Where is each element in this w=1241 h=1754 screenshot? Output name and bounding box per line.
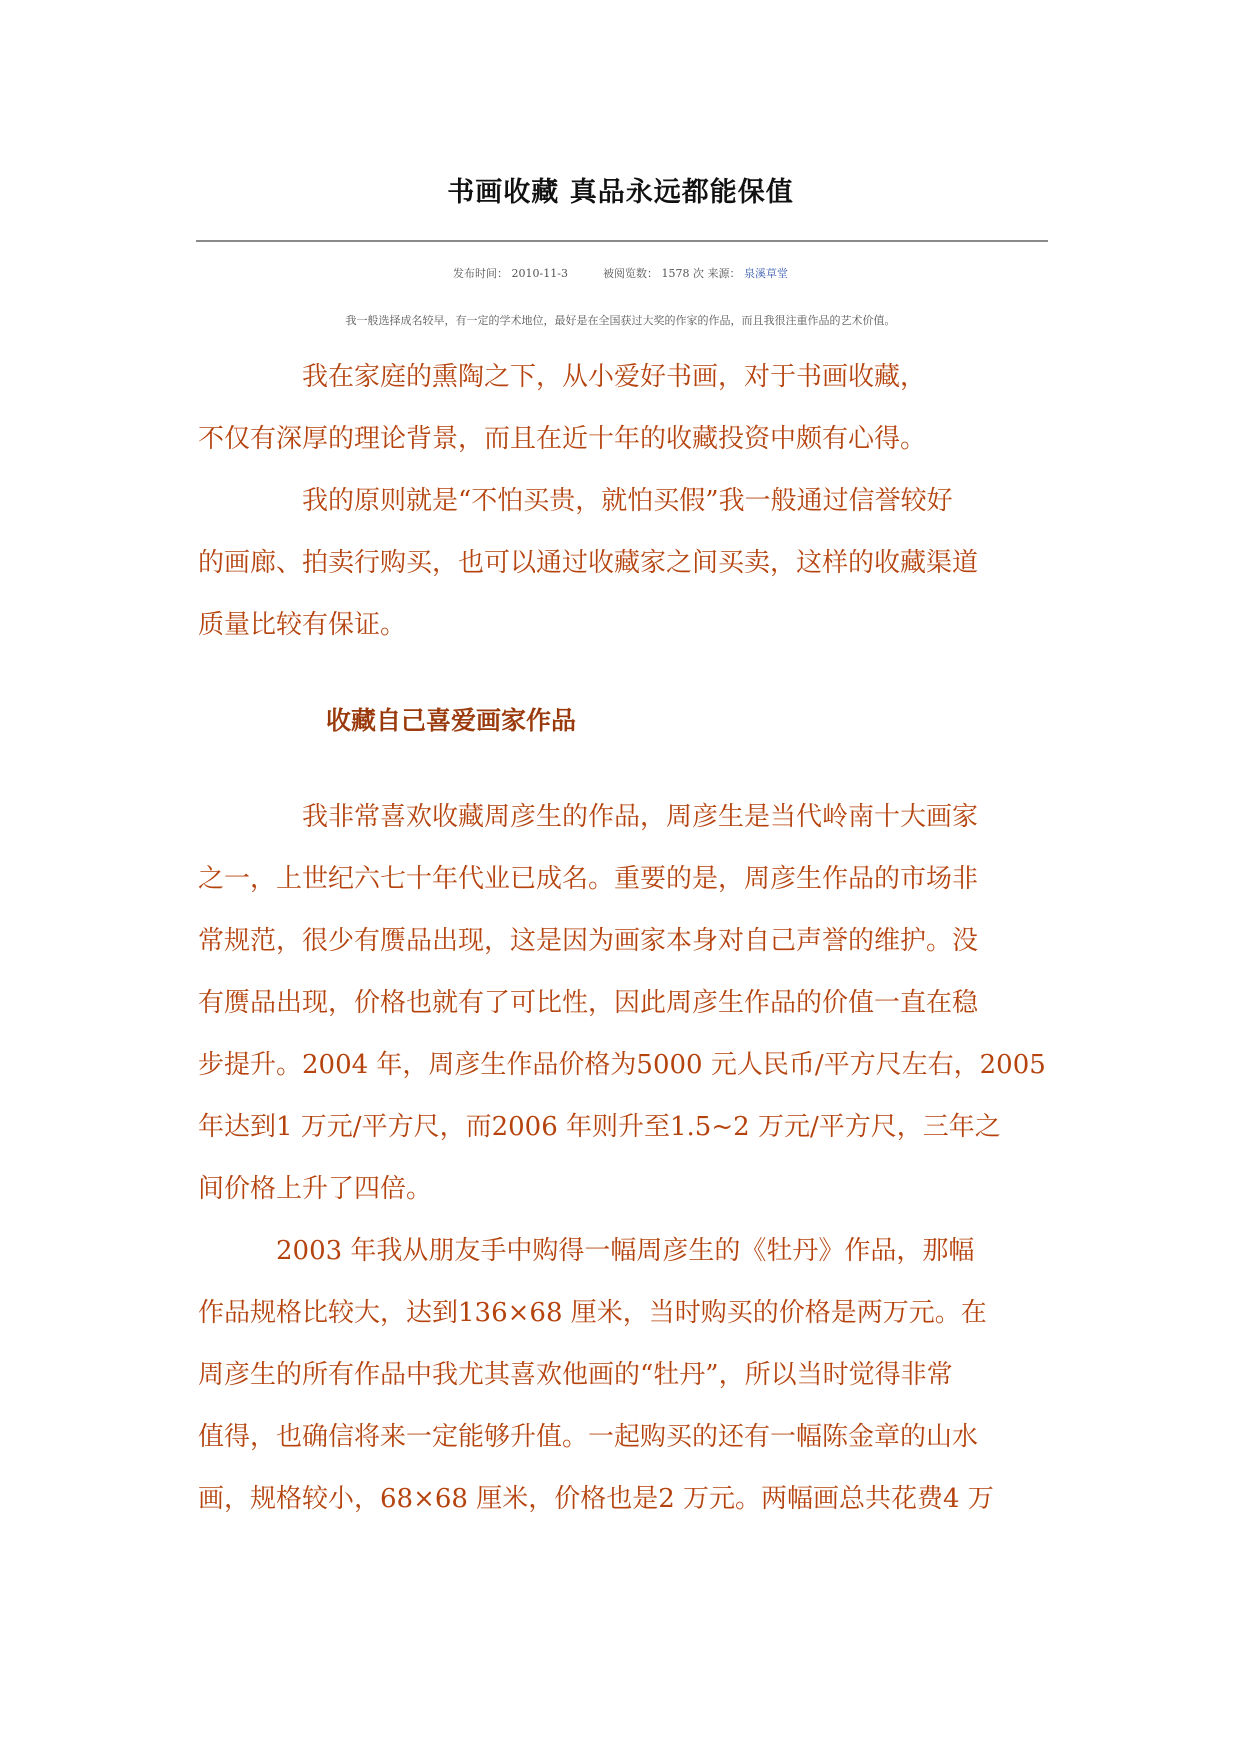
body-line: 画，规格较小，68×68 厘米，价格也是2 万元。两幅画总共花费4 万 xyxy=(198,1484,994,1514)
body-line: 作品规格比较大，达到136×68 厘米，当时购买的价格是两万元。在 xyxy=(198,1298,987,1328)
views-count: 1578 xyxy=(661,267,690,280)
body-line: 年达到1 万元/平方尺，而2006 年则升至1.5~2 万元/平方尺，三年之 xyxy=(198,1112,1001,1142)
body-line: 质量比较有保证。 xyxy=(198,610,407,640)
body-line: 值得，也确信将来一定能够升值。一起购买的还有一幅陈金章的山水 xyxy=(198,1422,979,1452)
publish-date: 2010-11-3 xyxy=(511,267,568,280)
article-title: 书画收藏 真品永远都能保值 xyxy=(447,177,794,208)
body-line: 步提升。2004 年，周彦生作品价格为5000 元人民币/平方尺左右，2005 xyxy=(198,1050,1046,1080)
article-summary: 我一般选择成名较早，有一定的学术地位，最好是在全国获过大奖的作家的作品，而且我很注重作品的艺术价值。 xyxy=(345,314,896,327)
body-line: 有赝品出现，价格也就有了可比性，因此周彦生作品的价值一直在稳 xyxy=(198,988,979,1018)
body-line: 我在家庭的熏陶之下，从小爱好书画，对于书画收藏， xyxy=(198,362,927,392)
section-heading: 收藏自己喜爱画家作品 xyxy=(326,706,577,735)
title-divider xyxy=(196,240,1048,242)
views-unit: 次 xyxy=(692,267,704,280)
body-line: 我非常喜欢收藏周彦生的作品，周彦生是当代岭南十大画家 xyxy=(198,802,979,832)
body-line: 不仅有深厚的理论背景，而且在近十年的收藏投资中颇有心得。 xyxy=(198,424,927,454)
body-line: 周彦生的所有作品中我尤其喜欢他画的“牡丹”，所以当时觉得非常 xyxy=(198,1360,953,1390)
article-meta xyxy=(0,265,1241,281)
body-line: 我的原则就是“不怕买贵，就怕买假”我一般通过信誉较好 xyxy=(198,486,953,516)
publish-label: 发布时间： xyxy=(453,267,509,280)
source-link[interactable]: 泉溪草堂 xyxy=(743,267,788,280)
body-line: 之一，上世纪六七十年代业已成名。重要的是，周彦生作品的市场非 xyxy=(198,864,979,894)
body-line: 常规范，很少有赝品出现，这是因为画家本身对自己声誉的维护。没 xyxy=(198,926,979,956)
article-body xyxy=(198,346,1060,1576)
body-line: 的画廊、拍卖行购买，也可以通过收藏家之间买卖，这样的收藏渠道 xyxy=(198,548,979,578)
views-label: 被阅览数： xyxy=(602,267,658,280)
body-line: 2003 年我从朋友手中购得一幅周彦生的《牡丹》作品，那幅 xyxy=(198,1236,975,1266)
source-label: 来源： xyxy=(707,267,741,280)
body-line: 间价格上升了四倍。 xyxy=(198,1174,433,1204)
